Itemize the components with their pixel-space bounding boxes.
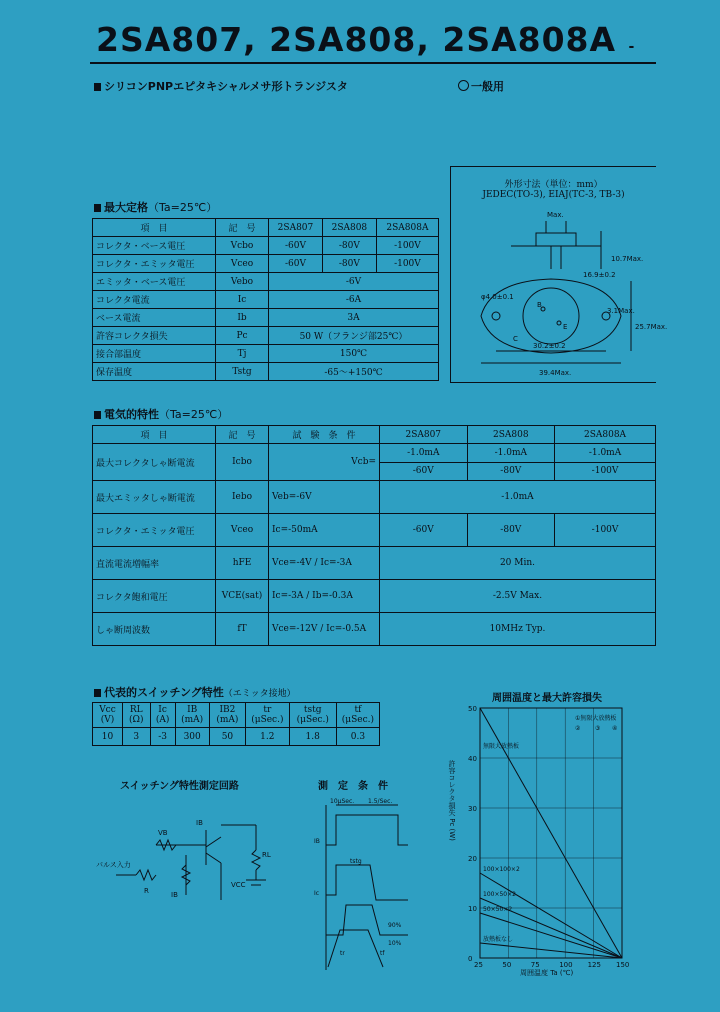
page-title: 2SA807, 2SA808, 2SA808A - xyxy=(96,20,636,59)
pin-c: C xyxy=(513,335,518,343)
meas-title: 測 定 条 件 xyxy=(318,781,388,792)
timing-diagram xyxy=(288,795,418,975)
x-tick-label: 150 xyxy=(616,961,630,969)
switching-heading: 代表的スイッチング特性（エミッタ接地） xyxy=(94,684,296,700)
outline-jedec: JEDEC(TO-3), EIAJ(TC-3, TB-3) xyxy=(482,190,625,200)
table-row: ベース電流 Ib 3A xyxy=(93,309,439,327)
outline-drawing xyxy=(451,201,668,381)
table-row: 保存温度 Tstg -65～+150℃ xyxy=(93,363,439,381)
circle-icon xyxy=(458,80,469,91)
chart-xlabel: 周囲温度 Ta (℃) xyxy=(520,969,574,977)
series-label-4: 50×50×2 xyxy=(483,906,513,913)
dim-3: 39.4Max. xyxy=(539,369,572,377)
subtitle: シリコンPNPエピタキシャルメサ形トランジスタ xyxy=(94,78,348,94)
table-row: エミッタ・ベース電圧 Vebo -6V xyxy=(93,273,439,291)
table-row: コレクタ・エミッタ電圧 Vceo Ic=-50mA -60V -80V -100V xyxy=(93,514,656,547)
y-tick-label: 10 xyxy=(468,905,477,913)
col-item: 項 目 xyxy=(93,219,216,237)
meas-label-tf: tf xyxy=(380,950,385,957)
circuit-label-pulse: パルス入力 xyxy=(96,861,131,869)
circuit-label-vcc: VCC xyxy=(231,881,246,889)
chart-title: 周囲温度と最大許容損失 xyxy=(492,693,602,704)
meas-label-width: 10μSec. xyxy=(330,798,355,805)
derating-chart xyxy=(440,700,640,978)
outline-box xyxy=(450,166,668,383)
dim-max: Max. xyxy=(547,211,564,219)
series-label-1: 無限大放熱板 xyxy=(483,743,520,750)
meas-label-10: 10% xyxy=(388,940,402,947)
elec-table xyxy=(92,425,656,646)
legend-2: ② xyxy=(575,725,581,732)
switching-circuit-diagram xyxy=(96,805,276,915)
circuit-label-vb: VB xyxy=(158,829,168,837)
series-label-2: 100×100×2 xyxy=(483,866,520,873)
dim-5: 25.7Max. xyxy=(635,323,668,331)
meas-label-90: 90% xyxy=(388,922,402,929)
meas-label-rate: 1.5/Sec. xyxy=(368,798,393,805)
bullet-square-icon xyxy=(94,411,101,419)
usage-label: 一般用 xyxy=(458,78,504,94)
x-tick-label: 50 xyxy=(502,961,512,969)
x-tick-label: 75 xyxy=(530,961,540,969)
legend-3: ③ xyxy=(595,725,601,732)
table-row: 最大エミッタしゃ断電流 Iebo Veb=-6V -1.0mA xyxy=(93,481,656,514)
bullet-square-icon xyxy=(94,204,101,212)
x-tick-label: 100 xyxy=(559,961,573,969)
series-label-3: 100×50×2 xyxy=(483,891,516,898)
table-row: 10 3 -3 300 50 1.2 1.8 0.3 xyxy=(93,728,380,746)
circuit-label-r: R xyxy=(144,887,149,895)
switching-table xyxy=(92,702,380,746)
pin-b: B xyxy=(537,301,542,309)
meas-label-ic: Ic xyxy=(314,890,320,897)
col-2sa807: 2SA807 xyxy=(269,219,323,237)
legend-4: ④ xyxy=(612,725,618,732)
table-header-row: Vcc (V) RL (Ω) Ic (A) IB (mA) IB2 (mA) tr (μSec.) tstg (μSec.) tf (μSec.) xyxy=(93,703,380,728)
bullet-square-icon xyxy=(94,689,101,697)
dim-2: 30.2±0.2 xyxy=(533,342,566,350)
y-tick-label: 20 xyxy=(468,855,477,863)
y-tick-label: 40 xyxy=(468,755,477,763)
series-label-5: 放熱板なし xyxy=(483,936,514,943)
dim-6: 3.1Max. xyxy=(607,307,635,315)
col-2sa808a: 2SA808A xyxy=(376,219,438,237)
abs-max-table xyxy=(92,218,439,381)
table-row: 接合部温度 Tj 150℃ xyxy=(93,345,439,363)
col-2sa808: 2SA808 xyxy=(322,219,376,237)
table-header-row: 項 目 記 号 試 験 条 件 2SA807 2SA808 2SA808A xyxy=(93,426,656,444)
y-tick-label: 30 xyxy=(468,805,477,813)
table-row: コレクタ・エミッタ電圧 Vceo -60V -80V -100V xyxy=(93,255,439,273)
table-row: 直流電流増幅率 hFE Vce=-4V / Ic=-3A 20 Min. xyxy=(93,547,656,580)
dim-4: 10.7Max. xyxy=(611,255,644,263)
table-row: 許容コレクタ損失 Pc 50 W（フランジ部25℃） xyxy=(93,327,439,345)
meas-label-tstg: tstg xyxy=(350,858,362,865)
table-row: しゃ断周波数 fT Vce=-12V / Ic=-0.5A 10MHz Typ. xyxy=(93,613,656,646)
y-tick-label: 50 xyxy=(468,705,477,713)
table-row: コレクタ電流 Ic -6A xyxy=(93,291,439,309)
dim-7: φ4.0±0.1 xyxy=(481,293,514,301)
x-tick-label: 25 xyxy=(474,961,483,969)
chart-ylabel: 許容コレクタ損失 Pc (W) xyxy=(448,760,456,841)
circuit-label-rl: RL xyxy=(262,851,271,859)
table-row: コレクタ飽和電圧 VCE(sat) Ic=-3A / Ib=-0.3A -2.5V Max. xyxy=(93,580,656,613)
abs-max-heading: 最大定格（Ta=25℃） xyxy=(94,199,217,215)
outline-title: 外形寸法（単位：mm） xyxy=(504,180,603,190)
circuit-title: スイッチング特性測定回路 xyxy=(120,781,239,792)
legend-1: ①無限大放熱板 xyxy=(575,715,617,722)
y-tick-label: 0 xyxy=(468,955,473,963)
bullet-square-icon xyxy=(94,83,101,91)
elec-heading: 電気的特性（Ta=25℃） xyxy=(94,406,228,422)
meas-label-tr: tr xyxy=(340,950,345,957)
table-row: コレクタ・ベース電圧 Vcbo -60V -80V -100V xyxy=(93,237,439,255)
meas-label-ib: IB xyxy=(314,838,320,845)
x-tick-label: 125 xyxy=(587,961,601,969)
circuit-label-ib1: IB xyxy=(196,819,203,827)
table-row: -60V -80V -100V xyxy=(93,462,656,481)
col-symbol: 記 号 xyxy=(216,219,269,237)
table-row: 最大コレクタしゃ断電流 Icbo Vcb= -1.0mA -1.0mA -1.0mA xyxy=(93,444,656,463)
pin-e: E xyxy=(563,323,568,331)
title-rule xyxy=(90,62,656,64)
table-header-row xyxy=(93,219,439,237)
dim-1: 16.9±0.2 xyxy=(583,271,616,279)
circuit-label-ib2: IB xyxy=(171,891,178,899)
